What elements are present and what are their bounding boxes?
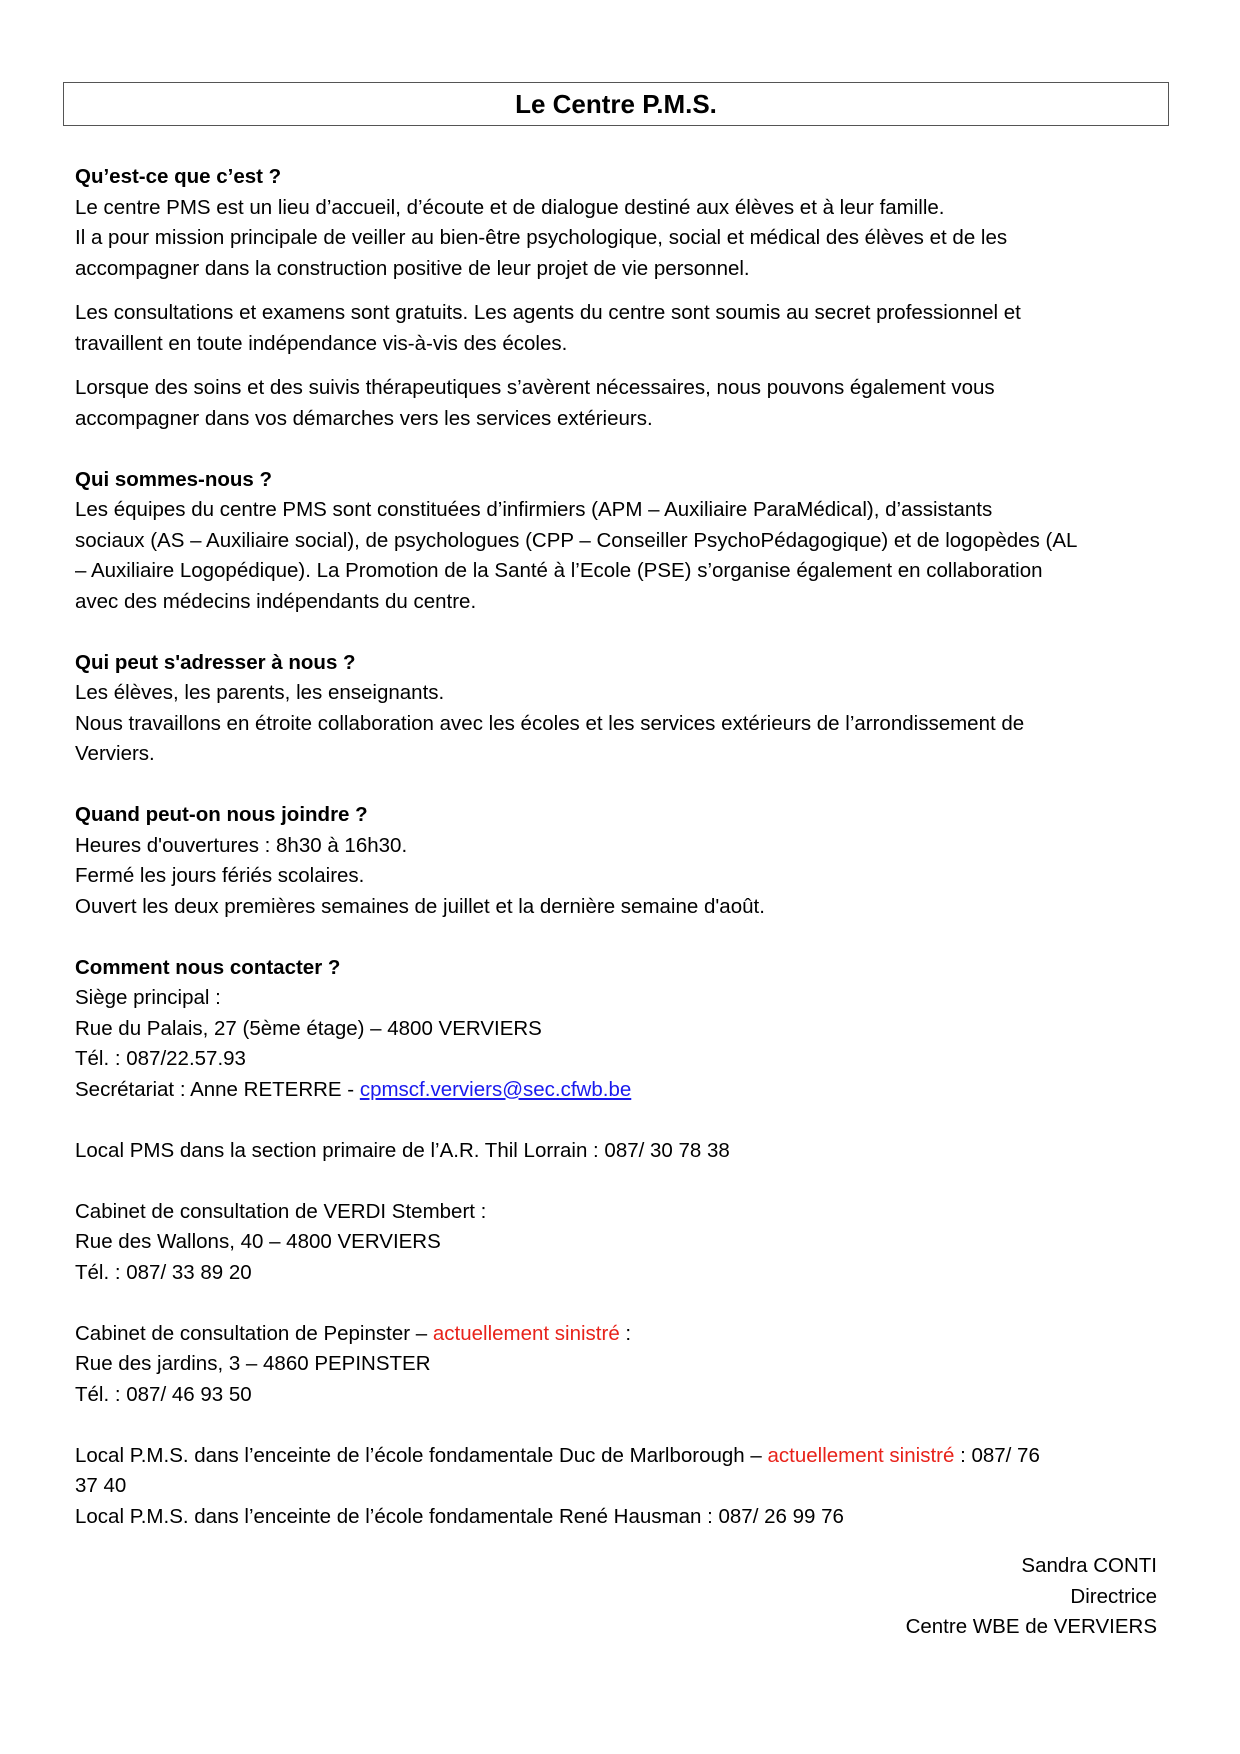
audience-line-3: Verviers. — [75, 742, 155, 765]
verdi-label: Cabinet de consultation de VERDI Stembert : — [75, 1199, 487, 1223]
what-line-3: accompagner dans la construction positive de leur projet de vie personnel. — [75, 256, 750, 280]
audience-line-2: Nous travaillons en étroite collaboration avec les écoles et les services extérieurs de l’arrondissement de — [75, 711, 1025, 735]
what-para3-line-2: accompagner dans vos démarches vers les services extérieurs. — [75, 406, 653, 430]
signature-block — [906, 1551, 1157, 1643]
who-line-2: sociaux (AS – Auxiliaire social), de psychologues (CPP – Conseiller PsychoPédagogique) et de logopèdes (AL — [75, 528, 1078, 552]
audience-line-1: Les élèves, les parents, les enseignants. — [75, 681, 445, 704]
hours-line-2: Fermé les jours fériés scolaires. — [75, 864, 365, 887]
spacer — [75, 1105, 1170, 1136]
local-thil-line: Local PMS dans la section primaire de l’A.R. Thil Lorrain : 087/ 30 78 38 — [75, 1138, 730, 1162]
verdi-address: Rue des Wallons, 40 – 4800 VERVIERS — [75, 1230, 441, 1253]
marlborough-phone: : 087/ 76 — [954, 1443, 1040, 1467]
page-title: Le Centre P.M.S. — [515, 89, 717, 119]
what-line-1: Le centre PMS est un lieu d’accueil, d’écoute et de dialogue destiné aux élèves et à leur famille. — [75, 195, 945, 219]
marlborough-line — [75, 1441, 1170, 1472]
what-para3-line-1: Lorsque des soins et des suivis thérapeutiques s’avèrent nécessaires, nous pouvons également vous — [75, 376, 995, 399]
spacer — [75, 1410, 1170, 1441]
pepinster-label-suffix: : — [619, 1321, 632, 1345]
verdi-phone: Tél. : 087/ 33 89 20 — [75, 1260, 252, 1284]
what-line-2: Il a pour mission principale de veiller au bien-être psychologique, social et médical des élèves et de les — [75, 226, 1008, 249]
signature-role: Directrice — [1070, 1584, 1157, 1608]
spacer — [75, 617, 1170, 648]
spacer — [75, 770, 1170, 801]
who-line-3: – Auxiliaire Logopédique). La Promotion de la Santé à l’Ecole (PSE) s’organise également en collaboration — [75, 559, 1043, 582]
what-para2-line-1: Les consultations et examens sont gratuits. Les agents du centre sont soumis au secret professionnel et — [75, 301, 1021, 324]
who-line-4: avec des médecins indépendants du centre. — [75, 589, 477, 613]
spacer — [75, 1288, 1170, 1319]
marlborough-status-warning: actuellement sinistré — [767, 1443, 955, 1467]
title-box — [63, 82, 1169, 126]
spacer — [75, 434, 1170, 465]
section-heading-hours: Quand peut-on nous joindre ? — [75, 803, 368, 826]
hours-line-1: Heures d'ouvertures : 8h30 à 16h30. — [75, 833, 408, 857]
marlborough-label: Local P.M.S. dans l’enceinte de l’école fondamentale Duc de Marlborough – — [75, 1443, 768, 1467]
signature-organization: Centre WBE de VERVIERS — [905, 1615, 1157, 1638]
what-para2-line-2: travaillent en toute indépendance vis-à-vis des écoles. — [75, 331, 568, 355]
who-line-1: Les équipes du centre PMS sont constituées d’infirmiers (APM – Auxiliaire ParaMédical), d’assistants — [75, 498, 993, 521]
hausman-line: Local P.M.S. dans l’enceinte de l’école fondamentale René Hausman : 087/ 26 99 76 — [75, 1504, 844, 1528]
hours-line-3: Ouvert les deux premières semaines de juillet et la dernière semaine d'août. — [75, 894, 765, 918]
pepinster-phone: Tél. : 087/ 46 93 50 — [75, 1382, 252, 1406]
marlborough-phone-continued: 37 40 — [75, 1474, 127, 1497]
section-heading-contact: Comment nous contacter ? — [75, 955, 341, 979]
hq-address: Rue du Palais, 27 (5ème étage) – 4800 VERVIERS — [75, 1016, 542, 1040]
section-heading-what: Qu’est-ce que c’est ? — [75, 165, 282, 188]
secretariat-line — [75, 1075, 1170, 1106]
spacer — [75, 922, 1170, 953]
pepinster-label: Cabinet de consultation de Pepinster – — [75, 1321, 433, 1345]
pepinster-address: Rue des jardins, 3 – 4860 PEPINSTER — [75, 1352, 431, 1375]
section-heading-audience: Qui peut s'adresser à nous ? — [75, 650, 356, 674]
pepinster-label-line — [75, 1319, 1170, 1350]
signature-name: Sandra CONTI — [1021, 1554, 1157, 1577]
secretariat-label: Secrétariat : Anne RETERRE - — [75, 1077, 360, 1101]
hq-label: Siège principal : — [75, 986, 221, 1009]
spacer — [75, 1166, 1170, 1197]
spacer — [75, 284, 1170, 298]
secretariat-email-link[interactable]: cpmscf.verviers@sec.cfwb.be — [359, 1077, 632, 1101]
section-heading-who: Qui sommes-nous ? — [75, 467, 273, 491]
document-body — [75, 162, 1170, 1532]
pepinster-status-warning: actuellement sinistré — [432, 1321, 620, 1345]
hq-phone: Tél. : 087/22.57.93 — [75, 1047, 246, 1070]
spacer — [75, 359, 1170, 373]
